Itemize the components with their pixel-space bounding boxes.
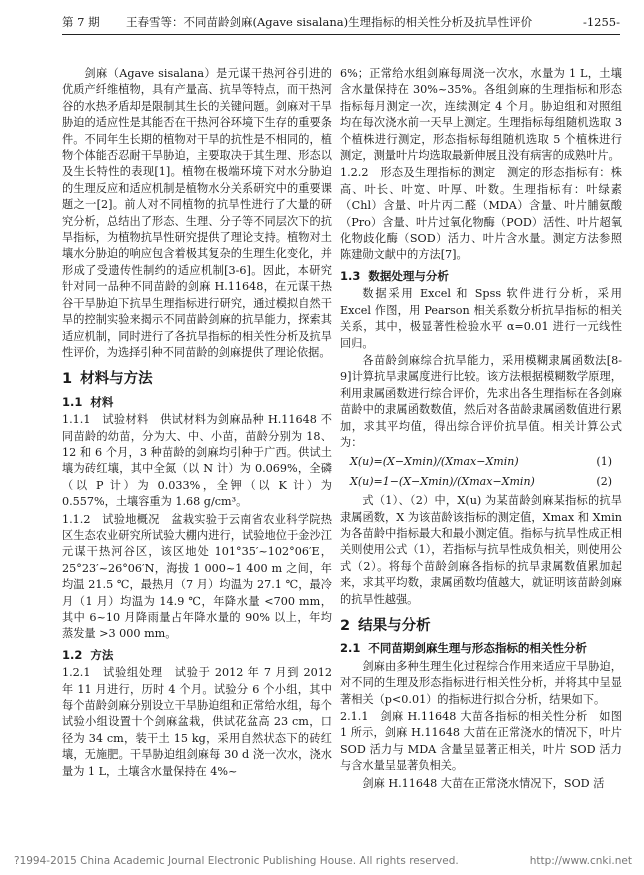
paragraph-measurement: 1.2.2 形态及生理指标的测定 测定的形态指标有：株高、叶长、叶宽、叶厚、叶数。生理指标有：叶绿素（Chl）含量、叶片丙二醛（MDA）含量、叶片脯氨酸（Pro）含量、叶片过氧化物酶（POD）活性、叶片超氧化物歧化酶（SOD）活力、叶片含水量。测定方法参照陈建勋文献中的方法[7]。 [340, 166, 622, 262]
paragraph-results-continued: 剑麻 H.11648 大苗在正常浇水情况下，SOD 活 [362, 776, 605, 790]
right-column [340, 66, 622, 793]
subsection-heading: 1.2 方法 [62, 647, 114, 662]
subsection-heading: 1.3 数据处理与分析 [340, 268, 449, 283]
copyright-notice: ?1994-2015 China Academic Journal Electronic Publishing House. All rights reserved. [14, 855, 459, 867]
page-footer [0, 855, 644, 871]
intro-paragraph: 剑麻（Agave sisalana）是元谋干热河谷引进的优质产纤维植物，具有产量高、抗旱等特点，而干热河谷的水热矛盾却是限制其生长的关键问题。剑麻对干旱胁迫的适应性是其能否在干热河谷环境下生存的重要条件。不同年生长期的植物对干旱的抗性是不相同的，植物个体能否忍耐干旱胁迫，主要取决于其生理、形态以及生长特性的表现[1]。植物在极端环境下对水分胁迫的生理反应和适应机制是植物水分关系研究中的重要课题之一[2]。前人对不同植物的抗旱性进行了大量的研究分析，总结出了形态、生理、分子等不同层次下的抗旱指标，为植物抗旱性研究提供了理论支持。植物对土壤水分胁迫的响应包含着极其复杂的生理生化变化，并形成了受遗传性制约的适应机制[3-6]。因此，本研究针对同一品种不同苗龄的剑麻 H.11648，在元谋干热谷干旱胁迫下抗旱生理指标进行研究，通过模拟自然干旱的控制实验来揭示不同苗龄剑麻的抗旱能力，探索其适应机制，同时进行了各抗旱指标的相关性分析及抗旱性评价，为选择引种不同苗龄的剑麻提供了理论依据。 [62, 67, 332, 359]
subsection-heading: 1.1 材料 [62, 394, 114, 409]
paragraph-fuzzy-method: 各苗龄剑麻综合抗旱能力，采用模糊隶属函数法[8-9]计算抗旱隶属度进行比较。该方法根据模糊数学原理，利用隶属函数进行综合评价，先求出各生理指标在各剑麻苗龄中的隶属函数数值，然后对各苗龄隶属函数值进行累加，求其平均值，得出综合评价抗旱值。相关计算公式为： [340, 353, 622, 449]
paragraph-treatment: 1.2.1 试验组处理 试验于 2012 年 7 月到 2012 年 11 月进行，历时 4 个月。试验分 6 个小组，其中每个苗龄剑麻分别设立干旱胁迫组和正常给水组，每个试验小组设置十个剑麻盆栽，供试花盆高 23 cm，口径为 34 cm，装干土 15 kg，采用自然状态下的砖红壤，无施肥。干旱胁迫组剑麻每 30 d 浇一次水，浇水量为 1 L，土壤含水量保持在 4%~ [62, 666, 332, 778]
paragraph-formula-explanation: 式（1）、（2）中，X(u) 为某苗龄剑麻某指标的抗旱隶属函数，X 为该苗龄该指标的测定值，Xmax 和 Xmin 为各苗龄中指标最大和最小测定值。指标与抗旱性成正相关则使用公式（1），若指标与抗旱性成负相关，则使用公式（2）。将每个苗龄剑麻各指标的抗旱隶属数值累加起来，求其平均数，隶属函数均值越大，就证明该苗龄剑麻的抗旱性越强。 [340, 494, 622, 606]
paragraph-results-large: 2.1.1 剑麻 H.11648 大苗各指标的相关性分析 如图 1 所示，剑麻 H.11648 大苗在正常浇水的情况下，叶片 SOD 活力与 MDA 含量呈显著正相关，叶片 SOD 活力与含水量呈显著负相关。 [340, 710, 622, 773]
formula-2: X(u)=1−(X−Xmin)/(Xmax−Xmin) (2) [350, 474, 612, 488]
paragraph-continued: 6%；正常给水组剑麻每周浇一次水，水量为 1 L，土壤含水量保持在 30%~35%。各组剑麻的生理指标和形态指标每月测定一次，连续测定 4 个月。胁迫组和对照组均在每次浇水前一天早上测定。生理指标每组随机选取 3 个植株进行测定，形态指标每组随机选取 5 个植株进行测定，测量叶片均选取最新伸展且没有病害的成熟叶片。 [340, 67, 622, 163]
left-column [62, 66, 332, 781]
running-title: 王春雪等：不同苗龄剑麻(Agave sisalana)生理指标的相关性分析及抗旱性评价 [126, 15, 533, 29]
page-number: -1255- [582, 15, 620, 29]
paragraph-data-processing: 数据采用 Excel 和 Spss 软件进行分析，采用 Excel 作图，用 Pearson 相关系数分析抗旱指标的相关关系，其中，极显著性检验水平 α=0.01 进行一元线性回归。 [340, 287, 622, 350]
section-heading: 1 材料与方法 [62, 371, 153, 388]
formula-1: X(u)=(X−Xmin)/(Xmax−Xmin) (1) [350, 455, 612, 469]
subsection-heading: 2.1 不同苗期剑麻生理与形态指标的相关性分析 [340, 641, 587, 656]
paragraph-site: 1.1.2 试验地概况 盆栽实验于云南省农业科学院热区生态农业研究所试验大棚内进行，试验地位于金沙江元谋干热河谷区，该区地处 101°35′~102°06′E，25°23′~26°06′N，海拔 1 000~1 400 m 之间，年均温 21.5 ℃，最热月（7 月）均温为 27.1 ℃，最冷月（1 月）均温为 14.9 ℃，年降水量 <700 mm，其中 6~10 月降雨量占年降水量的 90% 以上，年均蒸发量 >3 000 mm。 [62, 512, 332, 641]
paragraph-results-intro: 剑麻由多种生理生化过程综合作用来适应干旱胁迫，对不同的生理及形态指标进行相关性分析，并将其中呈显著相关（p<0.01）的指标进行拟合分析，结果如下。 [340, 659, 622, 706]
section-heading: 2 结果与分析 [340, 618, 431, 634]
page-header [62, 12, 620, 35]
paragraph-materials: 1.1.1 试验材料 供试材料为剑麻品种 H.11648 不同苗龄的幼苗，分为大、中、小苗，苗龄分别为 18、12 和 6 个月，3 种苗龄的剑麻均引种于广西。供试土壤为砖红壤，其中全氮（以 N 计）为 0.069%，全磷（以 P 计）为 0.033%，全钾（以 K 计）为 0.557%，土壤容重为 1.68 g/cm³。 [62, 413, 332, 509]
journal-issue: 第 7 期 [62, 15, 100, 29]
footer-site: http://www.cnki.net [529, 855, 632, 867]
